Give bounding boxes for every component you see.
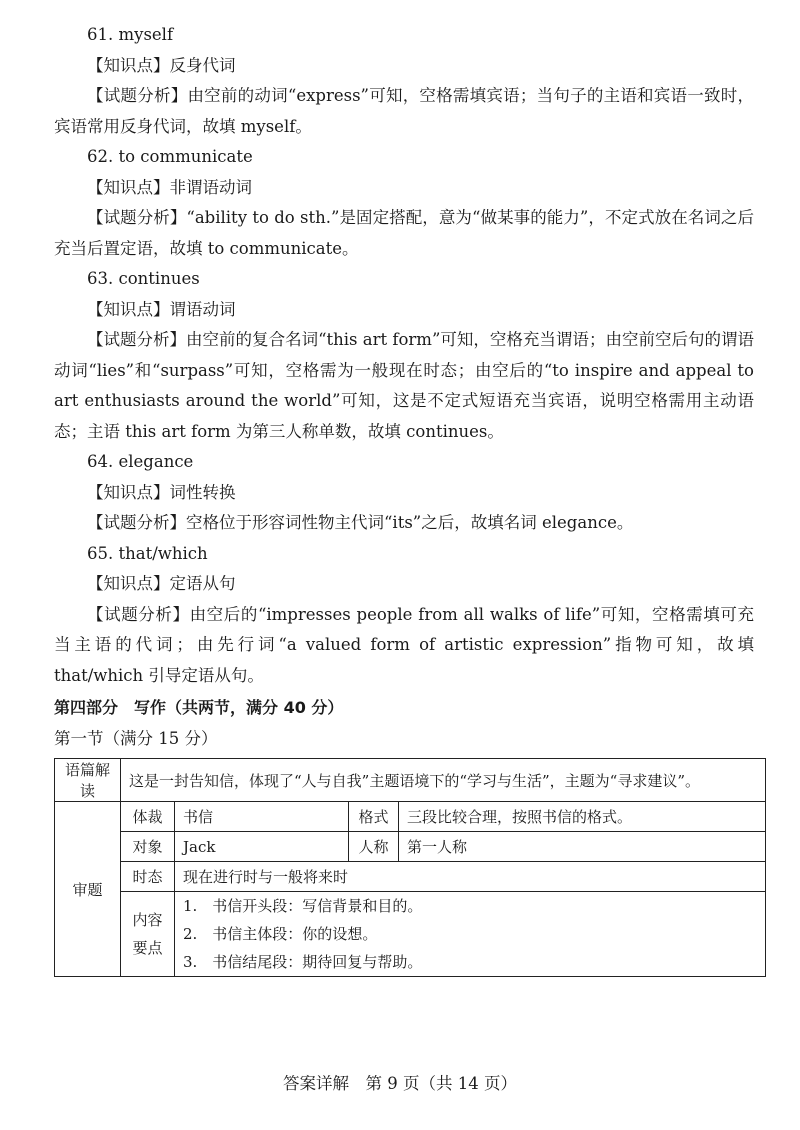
tense-row (55, 862, 766, 892)
tense-label: 时态 (121, 862, 175, 892)
person-label: 人称 (349, 832, 399, 862)
answer-62: 62. to communicate (87, 147, 253, 166)
target-label: 对象 (121, 832, 175, 862)
format-value: 三段比较合理，按照书信的格式。 (399, 802, 766, 832)
passage-text: 这是一封告知信，体现了“人与自我”主题语境下的“学习与生活”，主题为“寻求建议”。 (121, 759, 766, 802)
passage-row (55, 759, 766, 802)
review-label: 审题 (55, 802, 121, 977)
genre-value: 书信 (175, 802, 349, 832)
genre-label: 体裁 (121, 802, 175, 832)
content-label (121, 892, 175, 977)
target-value: Jack (175, 832, 349, 862)
page-footer: 答案详解 第 9 页（共 14 页） (283, 1074, 517, 1093)
knowledge-point-63: 【知识点】谓语动词 (87, 299, 236, 319)
person-value: 第一人称 (399, 832, 766, 862)
analysis-62: 【试题分析】“ability to do sth.”是固定搭配，意为“做某事的能力”，不定式放在名词之后充当后置定语，故填 to communicate。 (54, 208, 754, 258)
answer-61: 61. myself (87, 25, 174, 44)
knowledge-point-62: 【知识点】非谓语动词 (87, 177, 252, 197)
review-table (54, 758, 766, 977)
content-point-1: 1. 书信开头段：写信背景和目的。 (183, 897, 423, 915)
analysis-65: 【试题分析】由空后的“impresses people from all walks of life”可知，空格需填可充当主语的代词；由先行词“a valued form of artistic expression”指物可知，故填 that/which 引导定语从句。 (54, 604, 754, 685)
target-row (55, 832, 766, 862)
content-label-line-1: 内容 (132, 911, 163, 929)
knowledge-point-64: 【知识点】词性转换 (87, 482, 236, 502)
content-row (55, 892, 766, 977)
answer-64: 64. elegance (87, 452, 194, 471)
content-point-2: 2. 书信主体段：你的设想。 (183, 925, 378, 943)
content-points (175, 892, 766, 977)
analysis-61: 【试题分析】由空前的动词“express”可知，空格需填宾语；当句子的主语和宾语一致时，宾语常用反身代词，故填 myself。 (54, 86, 754, 136)
section-subtitle: 第一节（满分 15 分） (54, 728, 218, 748)
answer-63: 63. continues (87, 269, 200, 288)
answer-page (54, 20, 754, 754)
knowledge-point-61: 【知识点】反身代词 (87, 55, 236, 75)
content-point-3: 3. 书信结尾段：期待回复与帮助。 (183, 953, 423, 971)
genre-row (55, 802, 766, 832)
tense-value: 现在进行时与一般将来时 (175, 862, 766, 892)
analysis-64: 【试题分析】空格位于形容词性物主代词“its”之后，故填名词 elegance。 (87, 513, 634, 532)
content-label-line-2: 要点 (132, 939, 163, 957)
section-title: 第四部分 写作（共两节，满分 40 分） (54, 698, 344, 717)
format-label: 格式 (349, 802, 399, 832)
knowledge-point-65: 【知识点】定语从句 (87, 574, 236, 593)
passage-label: 语篇解读 (55, 759, 121, 802)
answer-65: 65. that/which (87, 543, 208, 563)
analysis-63: 【试题分析】由空前的复合名词“this art form”可知，空格充当谓语；由空前空后句的谓语动词“lies”和“surpass”可知，空格需为一般现在时态；由空后的“to inspire and appeal to art enthusiasts around the world”可知，这是不定式短语充当宾语，说明空格需用主动语态；主语 this art form 为第三人称单数，故填 continues。 (54, 330, 754, 441)
